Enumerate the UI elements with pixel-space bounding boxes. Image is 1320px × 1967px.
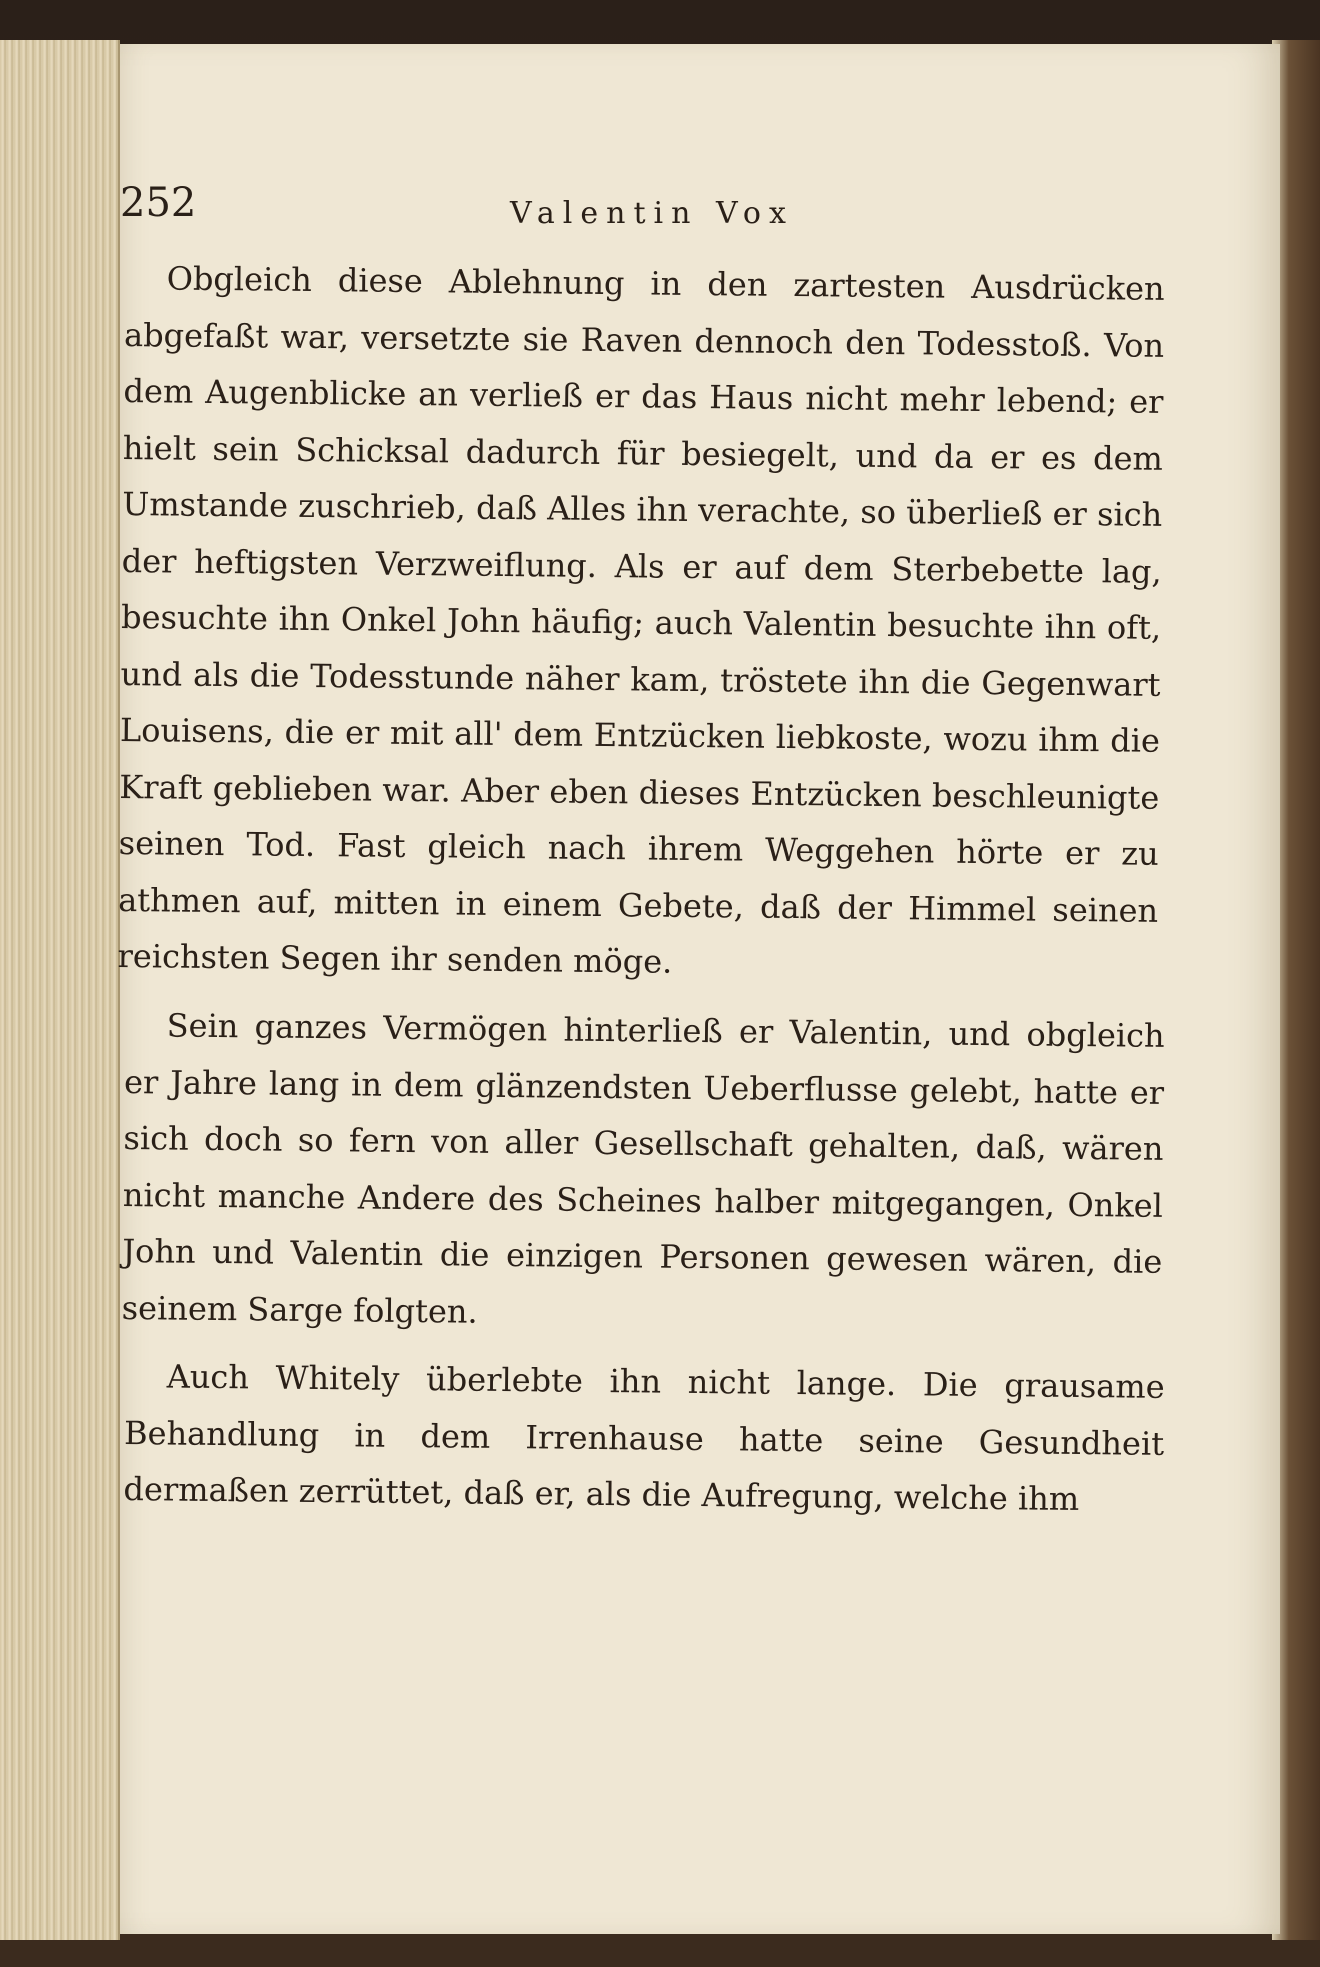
paragraph: Obgleich diese Ablehnung in den zartesten Ausdrücken abgefaßt war, versetzte sie Raven dennoch den Todesstoß. Von dem Augenblicke an verließ er das Haus nicht mehr lebend; er hielt sein Schicksal dadurch für besiegelt, und da er es dem Umstande zuschrieb, daß Alles ihn verachte, so überließ er sich der heftigsten Verzweiflung. Als er auf dem Sterbebette lag, besuchte ihn Onkel John häufig; auch Valentin besuchte ihn oft, und als die Todesstunde näher kam, tröstete ihn die Gegenwart Louisens, die er mit all' dem Entzücken liebkoste, wozu ihm die Kraft geblieben war. Aber eben dieses Entzücken beschleunigte seinen Tod. Fast gleich nach ihrem Weggehen hörte er zu athmen auf, mitten in einem Gebete, daß der Himmel seinen reichsten Segen ihr senden möge. [117, 259, 1165, 981]
page-number: 252 [120, 180, 197, 226]
running-title: Valentin Vox [510, 196, 794, 231]
page-edges [0, 40, 120, 1940]
paragraph: Sein ganzes Vermögen hinterließ er Valentin, und obgleich er Jahre lang in dem glänzendsten Ueberflusse gelebt, hatte er sich doch so fern von aller Gesellschaft gehalten, daß, wären nicht manche Andere des Scheines halber mitgegangen, Onkel John und Valentin die einzigen Personen gewesen wären, die seinem Sarge folgten. [121, 1005, 1165, 1330]
body-text [117, 250, 1165, 1529]
paragraph: Auch Whitely überlebte ihn nicht lange. Die grausame Behandlung in dem Irrenhause hatte seine Gesundheit dermaßen zerrüttet, daß er, als die Aufregung, welche ihm [123, 1356, 1165, 1518]
